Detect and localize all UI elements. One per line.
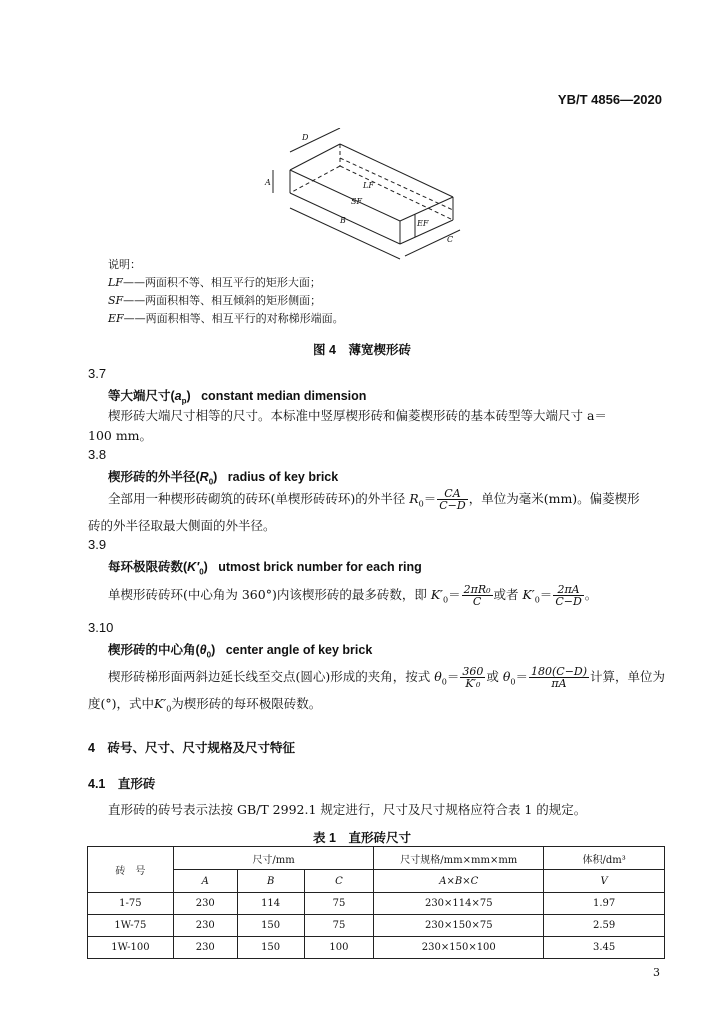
table-row: 1-75 230 114 75 230×114×75 1.97 xyxy=(88,893,665,915)
legend-symbol: LF xyxy=(108,276,123,289)
clause-3-8-text-cont: 砖的外半径取最大侧面的外半径。 xyxy=(88,518,276,533)
label-LF: LF xyxy=(363,181,374,190)
formula-2pi-a-over-c-minus-d: $\frac{2\pi A}{C-D}$ xyxy=(555,583,582,608)
formula-180-c-minus-d-over-pi-a: $\frac{180(C-D)}{\pi A}$ xyxy=(531,665,588,690)
section-4-1-text: 直形砖的砖号表示法按 GB/T 2992.1 规定进行，尺寸及尺寸规格应符合表 1 的规定。 xyxy=(108,802,587,817)
clause-3-9-number: 3.9 xyxy=(88,537,107,552)
header-spec: 尺寸规格/mm×mm×mm xyxy=(374,847,544,870)
header-brick-no: 砖 号 xyxy=(88,847,174,893)
section-4-title: 4 砖号、尺寸、尺寸规格及尺寸特征 xyxy=(88,741,295,755)
clause-3-10-number: 3.10 xyxy=(88,620,114,635)
formula-ca-over-c-minus-d: $\frac{CA}{C-D}$ xyxy=(439,487,466,512)
clause-3-10-term: 楔形砖的中心角$(\theta_0)$ center angle of key brick xyxy=(108,643,373,660)
legend-item-ef xyxy=(108,312,344,326)
formula-2pi-r0-over-c: $\frac{\text{2πR₀}}{C}$ xyxy=(463,583,491,608)
header-size: 尺寸/mm xyxy=(173,847,374,870)
table-caption: 表 1 直形砖尺寸 xyxy=(313,831,411,845)
figure-caption: 图 4 薄宽楔形砖 xyxy=(313,343,411,357)
clause-3-9-term: 每环极限砖数$(K'_0)$ utmost brick number for each ring xyxy=(108,560,422,577)
legend-symbol: EF xyxy=(108,312,124,325)
legend-item-lf xyxy=(108,276,321,290)
header-c: C xyxy=(304,870,374,893)
table-row: 1W-100 230 150 100 230×150×100 3.45 xyxy=(88,937,665,959)
header-a: A xyxy=(173,870,237,893)
clause-3-8-number: 3.8 xyxy=(88,447,107,462)
clause-3-10-text: 楔形砖梯形面两斜边延长线至交点(圆心)形成的夹角，按式 $\theta_0=$ $\frac{360}{\text{K′₀}}$ 或 $\theta_0=$ $\frac{180(C-D)}{\pi A}$ 计算，单位为 xyxy=(108,665,666,690)
clause-3-8-term: 楔形砖的外半径$(R_0)$ radius of key brick xyxy=(108,470,339,487)
label-EF: EF xyxy=(417,219,429,228)
clause-3-10-text-cont: 度(°)，式中$K'_0$为楔形砖的每环极限砖数。 xyxy=(88,696,322,714)
legend-text: ——两面积相等、相互平行的对称梯形端面。 xyxy=(123,312,344,325)
brick-front-top-edge xyxy=(290,170,400,221)
label-B: B xyxy=(340,216,346,225)
legend-title: 说明： xyxy=(108,258,141,271)
label-A: A xyxy=(265,178,271,187)
clause-3-8-text: 全部用一种楔形砖砌筑的砖环(单楔形砖砖环)的外半径 $R_0=$ $\frac{CA}{C-D}$ ，单位为毫米(mm)。偏菱楔形 xyxy=(108,487,640,512)
table-row: 1W-75 230 150 75 230×150×75 2.59 xyxy=(88,915,665,937)
formula-360-over-k0: $\frac{360}{\text{K′₀}}$ xyxy=(462,665,484,690)
label-SF: SF xyxy=(351,197,363,206)
legend-item-sf xyxy=(108,294,321,308)
legend-symbol: SF xyxy=(108,294,124,307)
header-volume: 体积/dm³ xyxy=(544,847,665,870)
key-brick-figure xyxy=(255,128,475,263)
clause-3-7-number: 3.7 xyxy=(88,366,107,381)
header-v: V xyxy=(544,870,665,893)
label-D: D xyxy=(302,133,309,142)
label-C: C xyxy=(447,235,454,244)
header-abc: A×B×C xyxy=(374,870,544,893)
clause-3-7-text-cont: 100 mm。 xyxy=(88,428,153,443)
header-b: B xyxy=(237,870,304,893)
page-number: 3 xyxy=(653,966,660,979)
clause-3-7-term: 等大端尺寸$(a_p)$ constant median dimension xyxy=(108,389,367,406)
legend-text: ——两面积相等、相互倾斜的矩形侧面； xyxy=(123,294,322,307)
brick-size-table xyxy=(87,846,665,959)
section-4-1-title: 4.1 直形砖 xyxy=(88,777,156,791)
table-subheader-row xyxy=(88,870,665,893)
document-code: YB/T 4856—2020 xyxy=(557,92,662,107)
legend-text: ——两面积不等、相互平行的矩形大面； xyxy=(122,276,321,289)
table-header-row xyxy=(88,847,665,870)
clause-3-7-text: 楔形砖大端尺寸相等的尺寸。本标准中竖厚楔形砖和偏菱楔形砖的基本砖型等大端尺寸 a＝ xyxy=(108,408,607,423)
clause-3-9-text: 单楔形砖砖环(中心角为 360°)内该楔形砖的最多砖数，即 $K'_0=$ $\frac{\text{2πR₀}}{C}$ 或者 $K'_0=$ $\frac{2\pi A}{C-D}$ 。 xyxy=(108,583,598,608)
